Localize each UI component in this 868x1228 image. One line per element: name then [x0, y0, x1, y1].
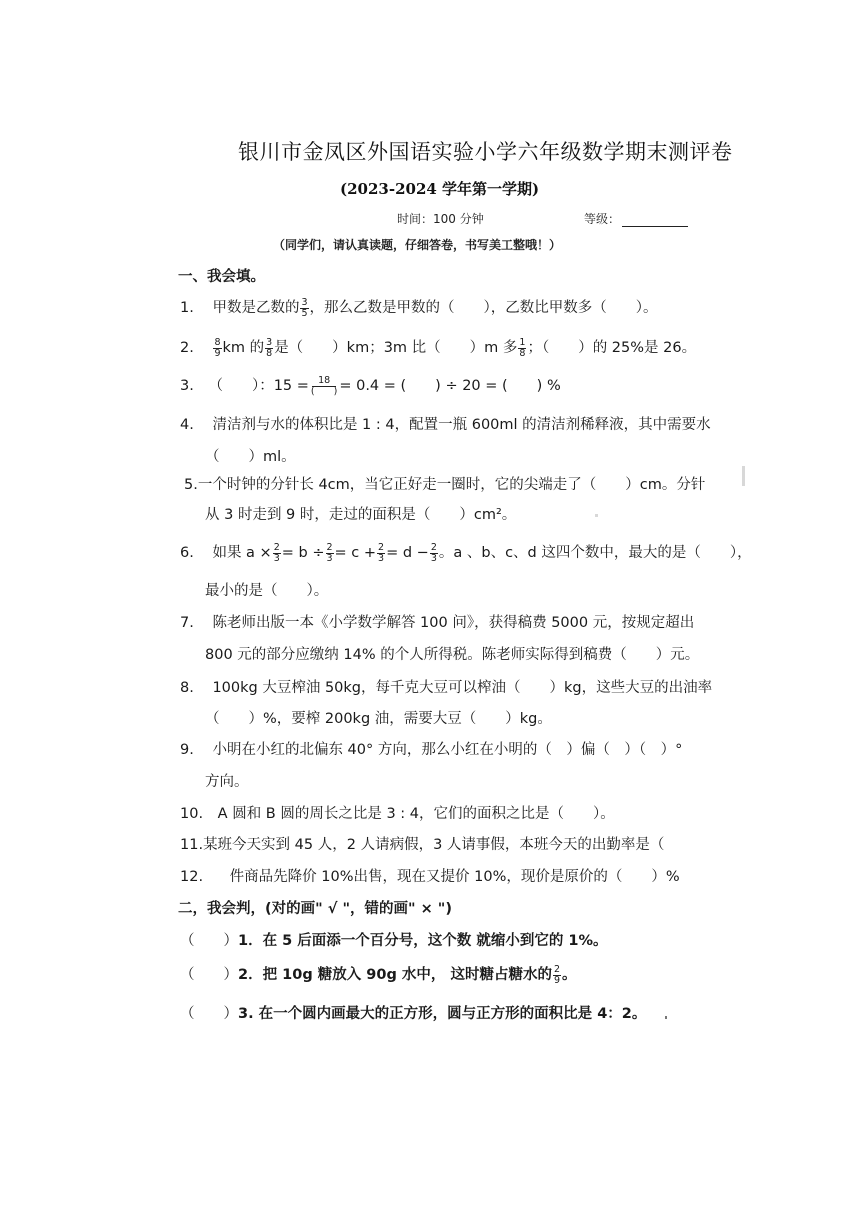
j2-fraction — [553, 965, 561, 986]
question-3 — [180, 374, 561, 397]
question-7-cont: 800 元的部分应缴纳 14% 的个人所得税。陈老师实际得到稿费（ ）元。 — [205, 647, 700, 663]
time-label: 时间：100 分钟 — [397, 212, 484, 226]
question-11 — [180, 833, 664, 854]
q6-frac4-num: 2 — [430, 541, 437, 553]
q2-fraction-2 — [265, 338, 273, 359]
j2-frac-den: 9 — [553, 974, 560, 986]
q6-fraction-4 — [430, 543, 438, 564]
q3-text-a: （ ）：15 = — [208, 378, 309, 394]
j2-frac-num: 2 — [553, 963, 560, 975]
question-4 — [180, 413, 711, 434]
q6-text-e: 。a 、b、c、d 这四个数中，最大的是（ ）， — [438, 545, 752, 561]
q2-frac1-den: 9 — [214, 347, 221, 359]
q2-fraction-1 — [213, 338, 221, 359]
j2-text-a: 2．把 10g 糖放入 90g 水中， 这时糖占糖水的 — [238, 967, 552, 983]
q6-text-c: = c + — [334, 545, 377, 561]
q11-number: 11. — [180, 837, 204, 853]
q2-number: 2. — [180, 340, 194, 356]
judge-1 — [180, 929, 608, 950]
q2-frac1-num: 8 — [214, 336, 221, 348]
q12-number: 12. — [180, 869, 204, 885]
q2-frac2-num: 3 — [266, 336, 273, 348]
q4-number: 4. — [180, 417, 194, 433]
j2-text-b: 。 — [562, 967, 577, 983]
q9-number: 9. — [180, 742, 194, 758]
q12-text: 件商品先降价 10%出售，现在又提价 10%，现价是原价的（ ）% — [229, 869, 680, 885]
q6-fraction-1 — [273, 543, 281, 564]
q7-line-1: 陈老师出版一本《小学数学解答 100 问》，获得稿费 5000 元，按规定超出 — [212, 615, 695, 631]
exam-title: 银川市金凤区外国语实验小学六年级数学期末测评卷 — [238, 140, 733, 164]
scan-speck — [742, 466, 745, 486]
q5-number: 5. — [184, 477, 198, 493]
q11-text: 某班今天实到 45 人，2 人请病假，3 人请事假，本班今天的出勤率是（ — [203, 837, 665, 853]
question-1 — [180, 296, 658, 319]
q2-text-a: km 的 — [222, 340, 265, 356]
q3-text-b: = 0.4 = ( ) ÷ 20 = ( ) % — [339, 378, 561, 394]
q3-frac-num: 18 — [312, 376, 336, 387]
q2-text-b: 是（ ）km；3m 比（ ）m 多 — [274, 340, 518, 356]
q1-frac-den: 5 — [301, 307, 308, 319]
q6-frac3-den: 3 — [378, 552, 385, 564]
scan-speck — [665, 1016, 667, 1019]
question-4-cont: （ ）ml。 — [205, 449, 296, 465]
section2-heading: 二，我会判，(对的画" √ "，错的画" × ") — [178, 901, 452, 917]
q6-fraction-3 — [377, 543, 385, 564]
q4-line-1: 清洁剂与水的体积比是 1 : 4，配置一瓶 600ml 的清洁剂稀释液，其中需要水 — [212, 417, 711, 433]
question-7 — [180, 611, 694, 632]
q8-line-1: 100kg 大豆榨油 50kg，每千克大豆可以榨油（ ）kg，这些大豆的出油率 — [212, 680, 713, 696]
q6-frac2-num: 2 — [326, 541, 333, 553]
grade-blank — [622, 214, 688, 227]
q1-text-b: ，那么乙数是甲数的（ ），乙数比甲数多（ ）。 — [309, 300, 658, 316]
question-8-cont: （ ）%，要榨 200kg 油，需要大豆（ ）kg。 — [205, 711, 552, 727]
q6-frac4-den: 3 — [430, 552, 437, 564]
q8-number: 8. — [180, 680, 194, 696]
question-5-cont: 从 3 时走到 9 时，走过的面积是（ ）cm²。 — [205, 507, 517, 523]
question-8 — [180, 676, 712, 697]
question-9-cont: 方向。 — [205, 774, 249, 790]
q3-fraction — [310, 376, 338, 397]
q2-fraction-3 — [518, 338, 526, 359]
q2-frac2-den: 8 — [266, 347, 273, 359]
q10-text: A 圆和 B 圆的周长之比是 3 : 4，它们的面积之比是（ ）。 — [217, 806, 615, 822]
question-9 — [180, 738, 682, 759]
q3-number: 3. — [180, 378, 194, 394]
question-2 — [180, 336, 696, 359]
q6-number: 6. — [180, 545, 194, 561]
question-6-cont: 最小的是（ ）。 — [205, 583, 329, 599]
j3-text: 3. 在一个圆内画最大的正方形，圆与正方形的面积比是 4：2。 — [238, 1006, 647, 1022]
q2-frac3-den: 8 — [519, 347, 526, 359]
q1-fraction — [300, 298, 308, 319]
question-12 — [180, 865, 680, 886]
q2-frac3-num: 1 — [519, 336, 526, 348]
q6-frac3-num: 2 — [378, 541, 385, 553]
q9-line-1: 小明在小红的北偏东 40° 方向，那么小红在小明的（ ）偏（ ）（ ）° — [212, 742, 683, 758]
q3-frac-den: ( ) — [310, 385, 338, 397]
q6-frac1-num: 2 — [273, 541, 280, 553]
q6-text-d: = d − — [386, 545, 429, 561]
q1-number: 1. — [180, 300, 194, 316]
q7-number: 7. — [180, 615, 194, 631]
q1-frac-num: 3 — [301, 296, 308, 308]
q1-text-a: 甲数是乙数的 — [212, 300, 300, 316]
judge-3 — [180, 1002, 646, 1023]
grade-label: 等级： — [584, 212, 621, 226]
q5-line-1: 一个时钟的分针长 4cm，当它正好走一圈时，它的尖端走了（ ）cm。分针 — [197, 477, 706, 493]
section1-heading: 一、我会填。 — [178, 269, 265, 285]
j1-paren[interactable]: （ ） — [180, 933, 238, 949]
exam-note: （同学们，请认真读题，仔细答卷，书写美工整哦！） — [273, 238, 562, 252]
question-10 — [180, 802, 615, 823]
question-6 — [180, 541, 752, 564]
q6-text-b: = b ÷ — [281, 545, 325, 561]
scan-speck — [595, 514, 598, 517]
q6-frac2-den: 3 — [326, 552, 333, 564]
q10-number: 10. — [180, 806, 204, 822]
j3-paren[interactable]: （ ） — [180, 1006, 238, 1022]
q6-fraction-2 — [326, 543, 334, 564]
grade-field — [584, 210, 688, 227]
q2-text-c: ；（ ）的 25%是 26。 — [527, 340, 697, 356]
q6-text-a: 如果 a × — [212, 545, 272, 561]
exam-subtitle: (2023-2024 学年第一学期) — [340, 180, 540, 198]
q6-frac1-den: 3 — [273, 552, 280, 564]
judge-2 — [180, 963, 577, 986]
j1-text: 1．在 5 后面添一个百分号，这个数 就缩小到它的 1%。 — [238, 933, 608, 949]
question-5 — [184, 473, 705, 494]
j2-paren[interactable]: （ ） — [180, 967, 238, 983]
